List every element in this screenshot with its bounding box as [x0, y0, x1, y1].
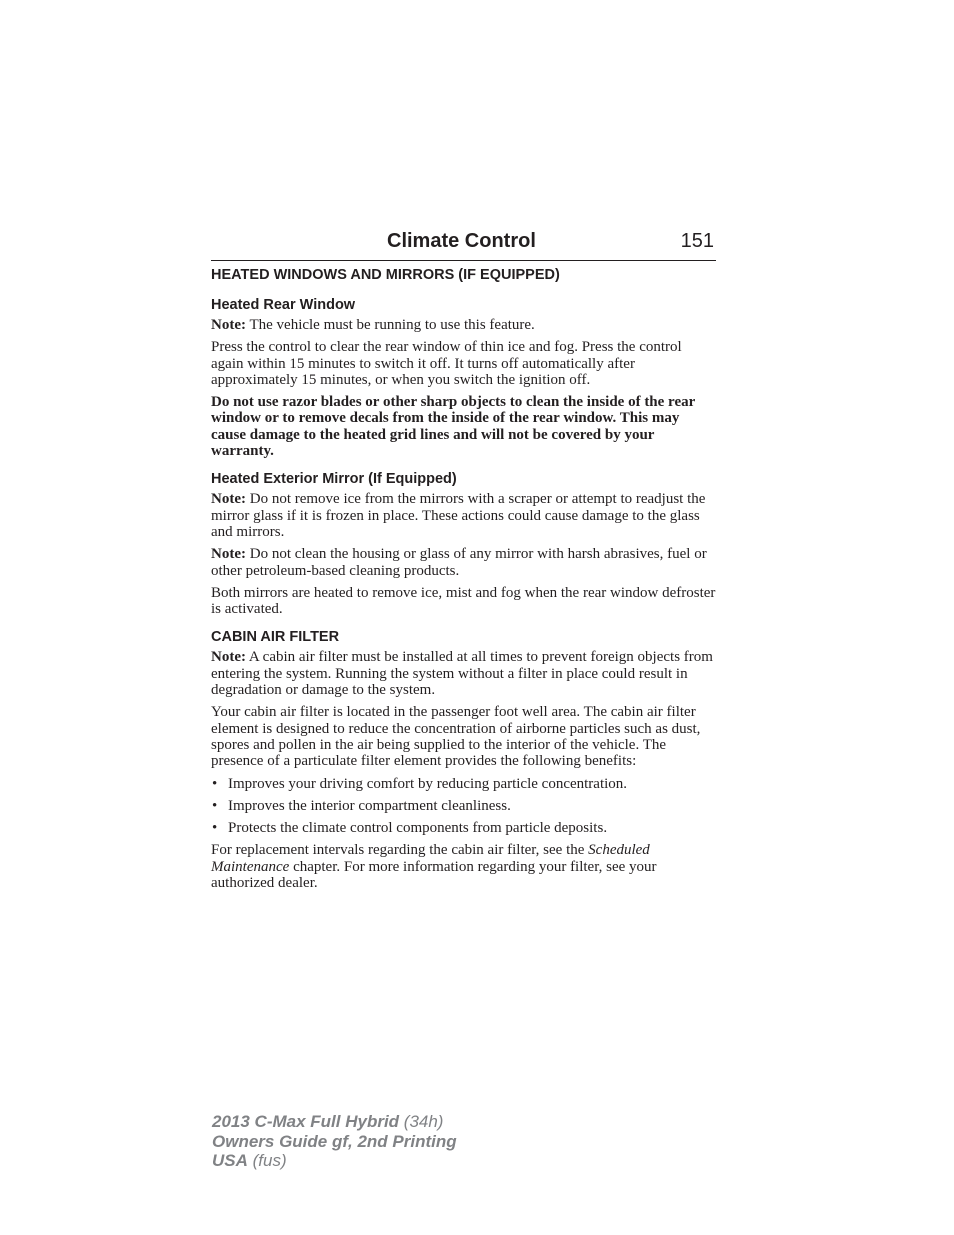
paragraph-mirrors: Both mirrors are heated to remove ice, mist and fog when the rear window defroster is activated. — [211, 584, 716, 618]
list-item-text: Protects the climate control components from particle deposits. — [228, 820, 608, 837]
note-text: The vehicle must be running to use this feature. — [245, 317, 535, 333]
list-item-text: Improves the interior compartment cleanliness. — [228, 797, 511, 814]
paragraph-replacement-intervals — [211, 842, 717, 891]
paragraph-cabin-filter: Your cabin air filter is located in the passenger foot well area. The cabin air filter element is designed to reduce the concentration of airborne particles such as dust, spores and pollen in the air being supplied to the interior of the vehicle. The presence of a particulate filter element provides the following benefits: — [211, 704, 701, 770]
bullet: • — [212, 797, 218, 814]
closing-text: For replacement intervals regarding the cabin air filter, see the — [211, 842, 589, 859]
note-mirror-cleaning — [211, 546, 717, 579]
list-item — [211, 820, 717, 836]
paragraph-rear-window: Press the control to clear the rear window of thin ice and fog. Press the control again within 15 minutes to switch it off. It turns off automatically after approximately 15 minutes, or when you switch the ignition off. — [211, 339, 682, 388]
note-text: A cabin air filter must be installed at all times to prevent foreign objects from entering the system. Running the system without a filter in place could result in degradation or damage to the system. — [211, 649, 713, 699]
footer-guide: Owners Guide gf, 2nd Printing — [212, 1131, 457, 1151]
footer-line-model — [212, 1112, 457, 1132]
bullet: • — [212, 820, 218, 837]
note-text: Do not remove ice from the mirrors with a scraper or attempt to readjust the mirror glass if it is frozen in place. These actions could cause damage to the glass and mirrors. — [211, 491, 706, 540]
footer-market-code: (fus) — [247, 1151, 287, 1170]
note-label: Note: — [211, 649, 246, 666]
note-cabin-filter — [211, 649, 717, 698]
footer-line-market — [212, 1151, 457, 1171]
benefits-list — [211, 776, 717, 837]
section-heading-cabin-air-filter: CABIN AIR FILTER — [211, 629, 340, 646]
subheading-heated-rear-window: Heated Rear Window — [211, 297, 356, 313]
list-item — [211, 776, 717, 792]
page-number: 151 — [680, 230, 714, 252]
footer-model: 2013 C-Max Full Hybrid — [212, 1112, 400, 1131]
footer-model-code: (34h) — [399, 1112, 444, 1131]
chapter-reference: Scheduled Maintenance — [211, 842, 650, 875]
chapter-title: Climate Control — [387, 230, 536, 252]
note-label: Note: — [211, 317, 246, 333]
bullet: • — [212, 775, 218, 792]
note-mirror-ice — [211, 491, 717, 540]
subheading-heated-exterior-mirror: Heated Exterior Mirror (If Equipped) — [211, 471, 457, 488]
footer-market: USA — [212, 1151, 248, 1170]
page-footer — [212, 1112, 457, 1171]
closing-text: chapter. For more information regarding your filter, see your authorized dealer. — [211, 858, 657, 892]
footer-line-guide — [212, 1132, 457, 1152]
list-item-text: Improves your driving comfort by reducing particle concentration. — [228, 775, 628, 792]
note-rear-window — [211, 317, 717, 333]
list-item — [211, 798, 717, 814]
warning-rear-window: Do not use razor blades or other sharp objects to clean the inside of the rear window or to remove decals from the inside of the rear window. This may cause damage to the heated grid lines and will not be covered by your warranty. — [211, 394, 695, 460]
note-label: Note: — [211, 491, 246, 508]
section-heading-heated-windows: HEATED WINDOWS AND MIRRORS (IF EQUIPPED) — [211, 267, 560, 283]
note-label: Note: — [211, 546, 246, 563]
page-content — [211, 266, 717, 897]
note-text: Do not clean the housing or glass of any mirror with harsh abrasives, fuel or other petroleum-based cleaning products. — [211, 546, 707, 579]
page-header — [211, 228, 716, 261]
